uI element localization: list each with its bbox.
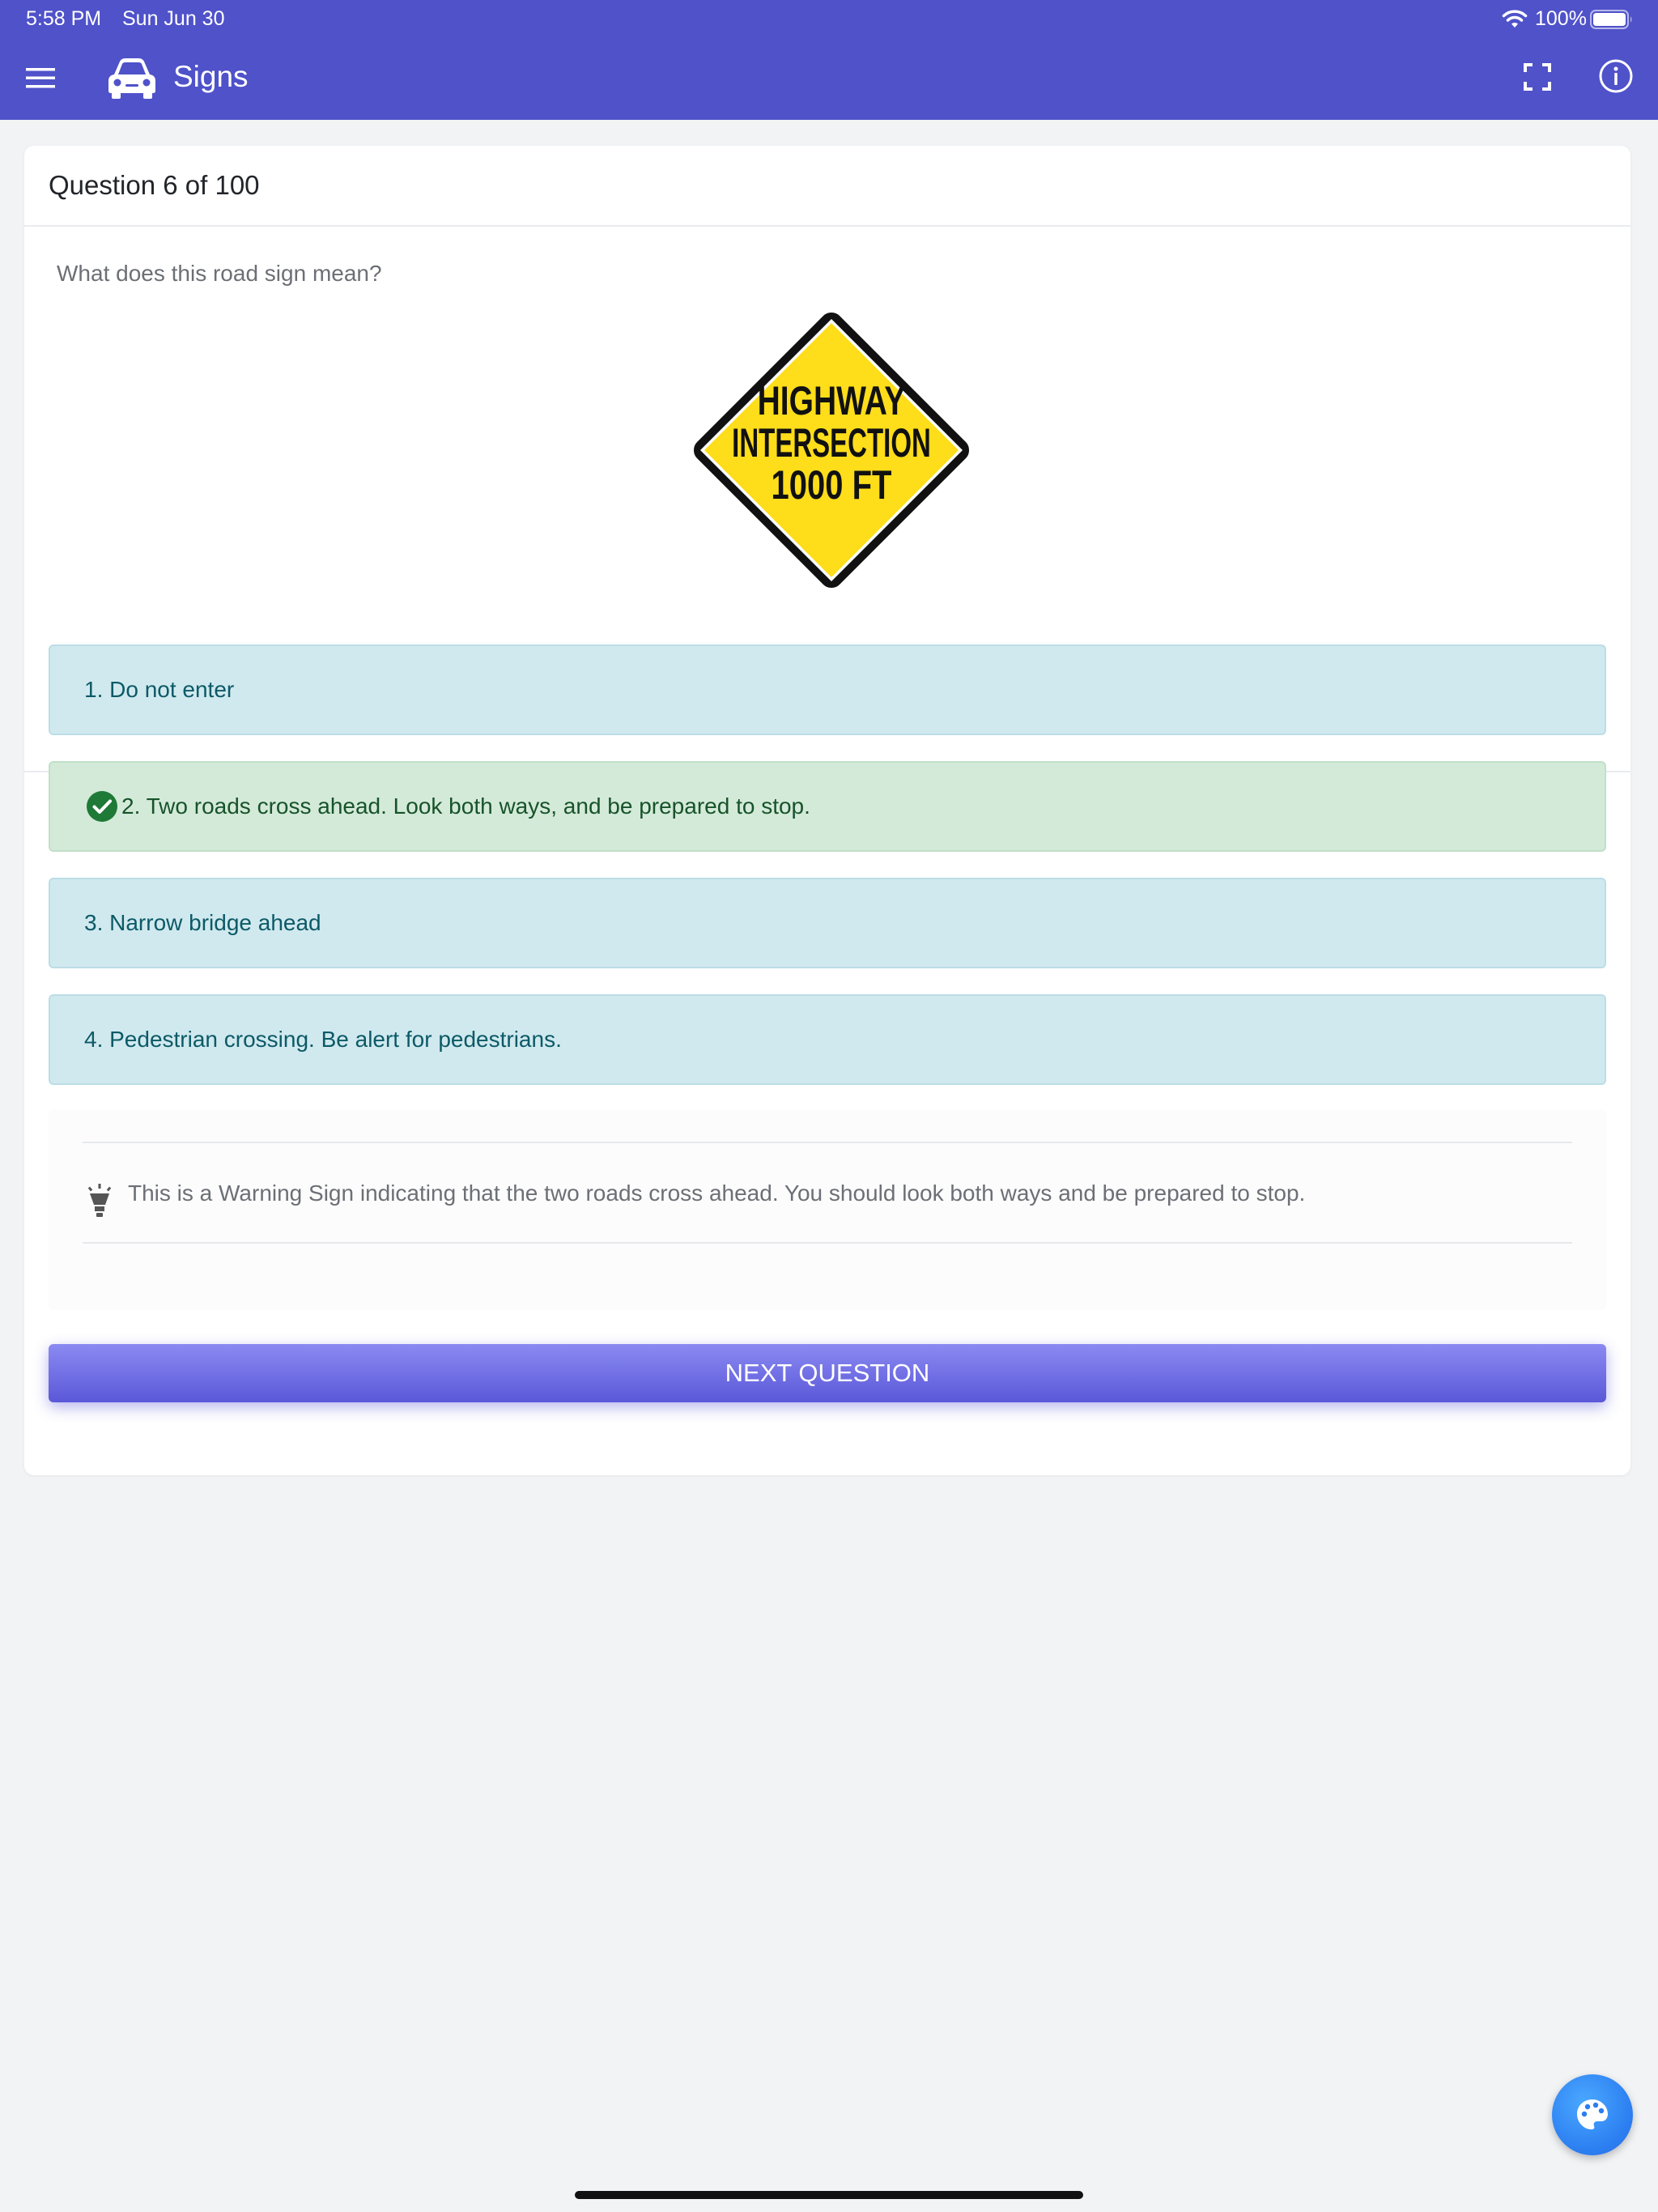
answer-option-4[interactable] <box>49 994 1606 1085</box>
info-icon[interactable] <box>1598 58 1634 94</box>
theme-fab-button[interactable] <box>1552 2074 1633 2155</box>
sign-text-line2: INTERSECTION <box>732 420 931 466</box>
home-indicator[interactable] <box>575 2191 1083 2199</box>
status-time: 5:58 PM <box>26 7 102 30</box>
answer-option-label: 1. Do not enter <box>84 677 235 702</box>
check-circle-icon <box>86 790 118 823</box>
wifi-icon <box>1501 8 1528 29</box>
question-text: What does this road sign mean? <box>57 261 382 286</box>
question-counter: Question 6 of 100 <box>49 170 260 200</box>
status-date: Sun Jun 30 <box>122 7 225 30</box>
divider <box>83 1242 1572 1244</box>
fullscreen-icon[interactable] <box>1522 62 1553 92</box>
car-icon <box>104 53 160 102</box>
answer-option-2[interactable] <box>49 761 1606 852</box>
app-header <box>0 0 1658 120</box>
answer-option-label: 4. Pedestrian crossing. Be alert for pedestrians. <box>84 1027 562 1052</box>
road-sign-image <box>689 308 974 593</box>
explanation-text: This is a Warning Sign indicating that the two roads cross ahead. You should look both ways and be prepared to stop. <box>128 1180 1306 1206</box>
lightbulb-icon <box>87 1184 112 1218</box>
sign-text-line1: HIGHWAY <box>757 377 906 424</box>
battery-icon <box>1590 10 1634 29</box>
answer-option-3[interactable] <box>49 878 1606 968</box>
palette-icon <box>1575 2097 1610 2133</box>
answer-option-label: 3. Narrow bridge ahead <box>84 910 321 935</box>
explanation-box <box>49 1109 1606 1310</box>
battery-percentage: 100% <box>1535 7 1587 30</box>
card-header <box>24 146 1630 227</box>
question-card <box>24 146 1630 1475</box>
app-title: Signs <box>173 60 249 93</box>
next-question-button[interactable]: NEXT QUESTION <box>49 1344 1606 1402</box>
hamburger-menu-icon[interactable] <box>21 62 60 94</box>
status-bar <box>0 0 1658 37</box>
sign-text-line3: 1000 FT <box>771 462 892 508</box>
answer-option-label: 2. Two roads cross ahead. Look both ways, and be prepared to stop. <box>121 793 810 819</box>
divider <box>83 1142 1572 1143</box>
answer-option-1[interactable] <box>49 644 1606 735</box>
toolbar <box>0 37 1658 120</box>
